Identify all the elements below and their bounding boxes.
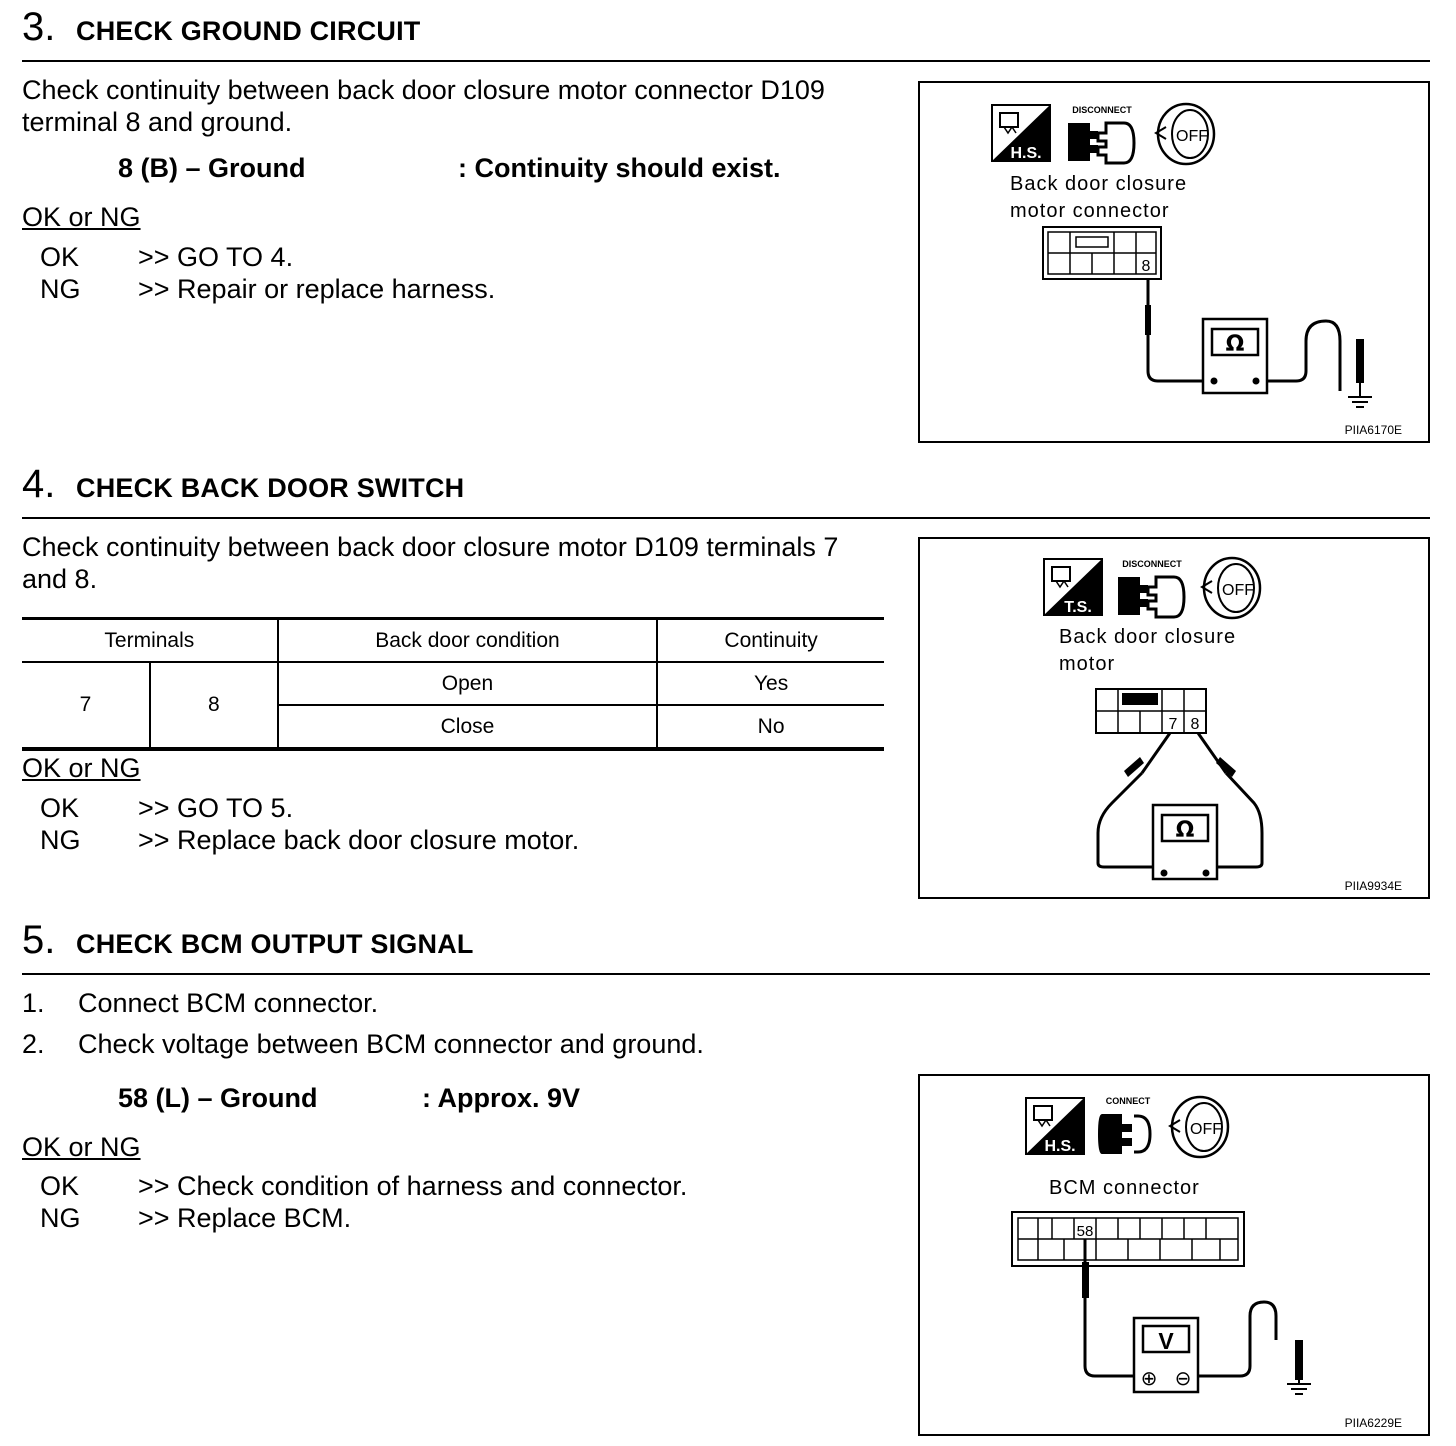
harness-side-icon	[992, 105, 1050, 162]
figure-bcm-output	[918, 1074, 1430, 1436]
terminal-label: 8	[1141, 258, 1151, 275]
table-cell: No	[657, 705, 884, 749]
harness-side-icon	[1026, 1098, 1084, 1155]
section-number: 4.	[22, 462, 56, 506]
table-cell: 7	[79, 693, 92, 716]
table-cell: Open	[278, 662, 658, 705]
table-header: Continuity	[657, 619, 884, 663]
section-3-ok-action: >> GO TO 4.	[138, 242, 294, 272]
voltmeter-graphic	[1134, 1318, 1198, 1392]
ohm-symbol: Ω	[1225, 332, 1245, 357]
section-5-spec-value: : Approx. 9V	[422, 1083, 581, 1113]
section-5-ng-label: NG	[40, 1203, 81, 1233]
section-4-ok-label: OK	[40, 793, 80, 823]
ohmmeter-graphic	[1153, 805, 1217, 879]
table-cell: Close	[278, 705, 658, 749]
figure-label-line-2: motor	[1059, 653, 1116, 675]
bcm-connector-graphic	[1012, 1212, 1244, 1266]
section-3-ng-label: NG	[40, 274, 81, 304]
figure-label-line-2: motor connector	[1010, 200, 1170, 222]
ohmmeter-graphic	[1203, 319, 1267, 393]
figure-ground-circuit	[918, 81, 1430, 443]
figure-label-line-1: Back door closure	[1059, 626, 1237, 648]
ground-probe	[1356, 339, 1364, 383]
table-header: Back door condition	[278, 619, 658, 663]
ignition-off-icon	[1170, 1097, 1228, 1157]
section-3-ok-or-ng: OK or NG	[22, 202, 141, 232]
off-text: OFF	[1176, 128, 1208, 145]
section-5-ok-action: >> Check condition of harness and connector.	[138, 1171, 688, 1201]
hs-text: H.S.	[1044, 1138, 1076, 1155]
ohm-symbol: Ω	[1175, 818, 1195, 843]
disconnect-connector-icon	[1118, 559, 1184, 617]
section-4-ng-action: >> Replace back door closure motor.	[138, 825, 580, 855]
terminal-side-icon	[1044, 559, 1102, 616]
section-3-ok-label: OK	[40, 242, 80, 272]
section-4-header	[22, 461, 1430, 519]
table-header: Terminals	[22, 619, 278, 663]
section-3-ng-action: >> Repair or replace harness.	[138, 274, 496, 304]
terminal-8-label: 8	[1190, 716, 1200, 733]
section-5-ok-label: OK	[40, 1171, 80, 1201]
section-4-body-line-1: Check continuity between back door closure motor D109 terminals 7	[22, 532, 839, 562]
section-5-ng-action: >> Replace BCM.	[138, 1203, 352, 1233]
step-1-number: 1.	[22, 988, 45, 1018]
ts-text: T.S.	[1064, 599, 1092, 616]
section-title: CHECK GROUND CIRCUIT	[76, 16, 421, 46]
figure-label-line-1: BCM connector	[1049, 1177, 1200, 1199]
step-1-text: Connect BCM connector.	[78, 988, 379, 1018]
figure-code: PIIA6229E	[1344, 1416, 1402, 1430]
step-2-text: Check voltage between BCM connector and ground.	[78, 1029, 704, 1059]
table-cell: 8	[150, 662, 278, 749]
section-4-ng-label: NG	[40, 825, 81, 855]
section-3-body-line-1: Check continuity between back door closure motor connector D109	[22, 75, 825, 105]
table-header-row	[22, 619, 884, 663]
ground-probe	[1295, 1340, 1303, 1380]
table-cell: Yes	[657, 662, 884, 705]
ground-symbol-icon	[1348, 383, 1372, 407]
disconnect-text: DISCONNECT	[1072, 105, 1132, 115]
section-3-body-line-2: terminal 8 and ground.	[22, 107, 293, 137]
table-row	[22, 662, 884, 705]
section-4-ok-or-ng: OK or NG	[22, 753, 141, 783]
figure-back-door-switch	[918, 537, 1430, 899]
section-3-spec-value: : Continuity should exist.	[458, 153, 781, 183]
section-5-header	[22, 917, 1430, 975]
section-number: 3.	[22, 5, 56, 49]
terminal-58-label: 58	[1076, 1223, 1094, 1240]
section-5-spec-terminal: 58 (L) – Ground	[118, 1083, 318, 1113]
disconnect-text: DISCONNECT	[1122, 559, 1182, 569]
volt-symbol: V	[1158, 1328, 1174, 1354]
motor-connector-graphic	[1096, 689, 1206, 733]
terminal-continuity-table	[22, 617, 884, 751]
minus-terminal: ⊖	[1174, 1366, 1192, 1390]
ground-symbol-icon	[1287, 1380, 1311, 1394]
section-number: 5.	[22, 918, 56, 962]
step-2-number: 2.	[22, 1029, 45, 1059]
section-title: CHECK BCM OUTPUT SIGNAL	[76, 929, 474, 959]
ignition-off-icon	[1156, 104, 1214, 164]
connect-connector-icon	[1098, 1096, 1151, 1154]
section-5-ok-or-ng: OK or NG	[22, 1132, 141, 1162]
section-3-spec-terminal: 8 (B) – Ground	[118, 153, 306, 183]
disconnect-connector-icon	[1068, 105, 1134, 163]
hs-text: H.S.	[1010, 145, 1042, 162]
section-title: CHECK BACK DOOR SWITCH	[76, 473, 465, 503]
plus-terminal: ⊕	[1140, 1366, 1158, 1390]
motor-connector-graphic	[1043, 227, 1161, 279]
ignition-off-icon	[1202, 558, 1260, 618]
off-text: OFF	[1222, 582, 1254, 599]
connect-text: CONNECT	[1105, 1096, 1151, 1106]
figure-code: PIIA6170E	[1344, 423, 1402, 437]
voltmeter-probe	[1082, 1262, 1089, 1298]
section-4-ok-action: >> GO TO 5.	[138, 793, 294, 823]
figure-code: PIIA9934E	[1344, 879, 1402, 893]
figure-label-line-1: Back door closure	[1010, 173, 1188, 195]
off-text: OFF	[1190, 1121, 1222, 1138]
terminal-7-label: 7	[1168, 716, 1178, 733]
section-3-header	[22, 4, 1430, 62]
section-4-body-line-2: and 8.	[22, 564, 98, 594]
